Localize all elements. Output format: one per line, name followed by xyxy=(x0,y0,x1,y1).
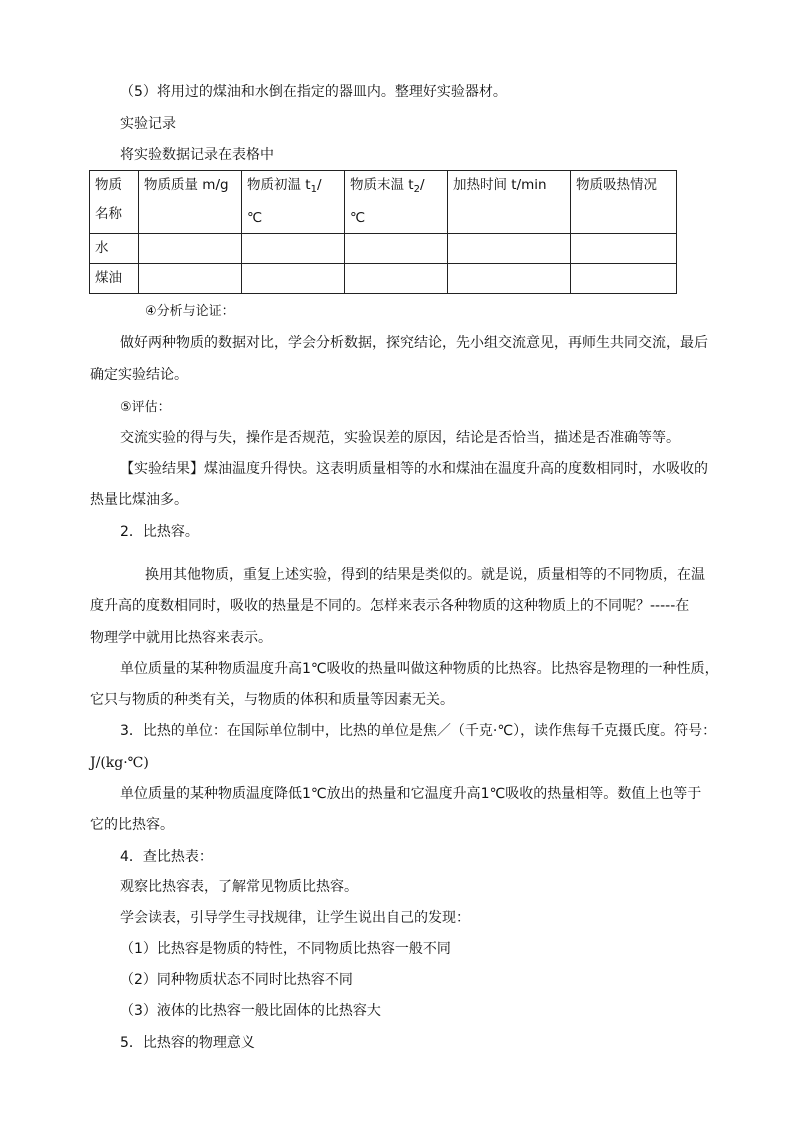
definition-text-line1: 单位质量的某种物质温度升高1℃吸收的热量叫做这种物质的比热容。比热容是物理的一种性质， xyxy=(120,661,719,677)
finding-1: （1）比热容是物质的特性，不同物质比热容一般不同 xyxy=(120,941,451,957)
table-cell xyxy=(345,264,448,294)
table-row-water xyxy=(90,234,677,264)
table-header-row xyxy=(90,171,677,234)
header-cell-initial-temp xyxy=(242,171,345,234)
unit-text-line1: 3．比热的单位：在国际单位制中，比热的单位是焦／（千克·℃），读作焦每千克摄氏度。符号： xyxy=(120,723,717,739)
table-cell xyxy=(345,234,448,264)
header-cell-heating-time xyxy=(448,171,571,234)
table-cell xyxy=(571,264,677,294)
section-heading-physical-meaning: 5．比热容的物理意义 xyxy=(120,1035,255,1051)
analysis-text-line2: 确定实验结论。 xyxy=(90,367,188,383)
table-cell xyxy=(242,264,345,294)
intro-text-line3: 物理学中就用比热容来表示。 xyxy=(90,630,272,646)
header-heat-absorption-label: 物质吸热情况 xyxy=(576,177,657,193)
analysis-heading: ④分析与论证： xyxy=(145,304,235,319)
header-mass-label: 物质质量 m/g xyxy=(144,177,229,193)
evaluation-heading: ⑤评估： xyxy=(120,400,171,415)
table-row-kerosene xyxy=(90,264,677,294)
analysis-text-line1: 做好两种物质的数据对比，学会分析数据，探究结论，先小组交流意见，再师生共同交流，最后 xyxy=(120,335,708,351)
row-label-water: 水 xyxy=(90,234,139,264)
table-cell xyxy=(139,234,242,264)
header-final-temp-subscript: 2 xyxy=(413,184,420,195)
finding-2: （2）同种物质状态不同时比热容不同 xyxy=(120,972,353,988)
observe-text: 观察比热容表，了解常见物质比热容。 xyxy=(120,879,358,895)
header-initial-temp-subscript: 1 xyxy=(310,184,317,195)
cooling-text-line1: 单位质量的某种物质温度降低1℃放出的热量和它温度升高1℃吸收的热量相等。数值上也等于 xyxy=(120,786,702,802)
header-final-temp-label: 物质末温 t xyxy=(350,177,414,193)
table-caption: 将实验数据记录在表格中 xyxy=(120,147,274,163)
table-cell xyxy=(139,264,242,294)
header-cell-final-temp xyxy=(345,171,448,234)
intro-text-line2: 度升高的度数相同时，吸收的热量是不同的。怎样来表示各种物质的这种物质上的不同呢？-----在 xyxy=(90,598,690,614)
header-final-temp-slash: / xyxy=(419,177,425,193)
header-cell-mass xyxy=(139,171,242,234)
section-heading-experiment-record: 实验记录 xyxy=(120,116,176,132)
evaluation-text: 交流实验的得与失，操作是否规范，实验误差的原因，结论是否恰当，描述是否准确等等。 xyxy=(120,430,680,446)
header-initial-temp-label: 物质初温 t xyxy=(247,177,311,193)
header-substance-line2: 名称 xyxy=(95,206,122,222)
header-final-temp-unit: ℃ xyxy=(350,210,366,226)
step-5-text: （5）将用过的煤油和水倒在指定的器皿内。整理好实验器材。 xyxy=(120,84,507,100)
section-heading-table-lookup: 4．查比热表： xyxy=(120,849,213,865)
cooling-text-line2: 它的比热容。 xyxy=(90,817,174,833)
definition-text-line2: 它只与物质的种类有关，与物质的体积和质量等因素无关。 xyxy=(90,692,454,708)
row-label-kerosene: 煤油 xyxy=(90,264,139,294)
table-cell xyxy=(448,264,571,294)
table-cell xyxy=(448,234,571,264)
table-cell xyxy=(242,234,345,264)
header-initial-temp-unit: ℃ xyxy=(247,210,263,226)
experiment-data-table xyxy=(89,170,677,294)
intro-text-line1: 换用其他物质，重复上述实验，得到的结果是类似的。就是说，质量相等的不同物质，在温 xyxy=(145,567,705,583)
header-initial-temp-slash: / xyxy=(316,177,322,193)
header-substance-line1: 物质 xyxy=(95,177,122,193)
header-cell-substance-name xyxy=(90,171,139,234)
header-heating-time-label: 加热时间 t/min xyxy=(453,177,547,193)
section-heading-specific-heat: 2．比热容。 xyxy=(120,524,199,540)
table-cell xyxy=(571,234,677,264)
result-text-line1: 【实验结果】煤油温度升得快。这表明质量相等的水和煤油在温度升高的度数相同时，水吸收的 xyxy=(120,461,708,477)
header-cell-heat-absorption xyxy=(571,171,677,234)
finding-3: （3）液体的比热容一般比固体的比热容大 xyxy=(120,1003,381,1019)
unit-symbol: J/(kg·℃) xyxy=(90,755,149,771)
learn-text: 学会读表，引导学生寻找规律，让学生说出自己的发现： xyxy=(120,910,470,926)
result-text-line2: 热量比煤油多。 xyxy=(90,492,188,508)
